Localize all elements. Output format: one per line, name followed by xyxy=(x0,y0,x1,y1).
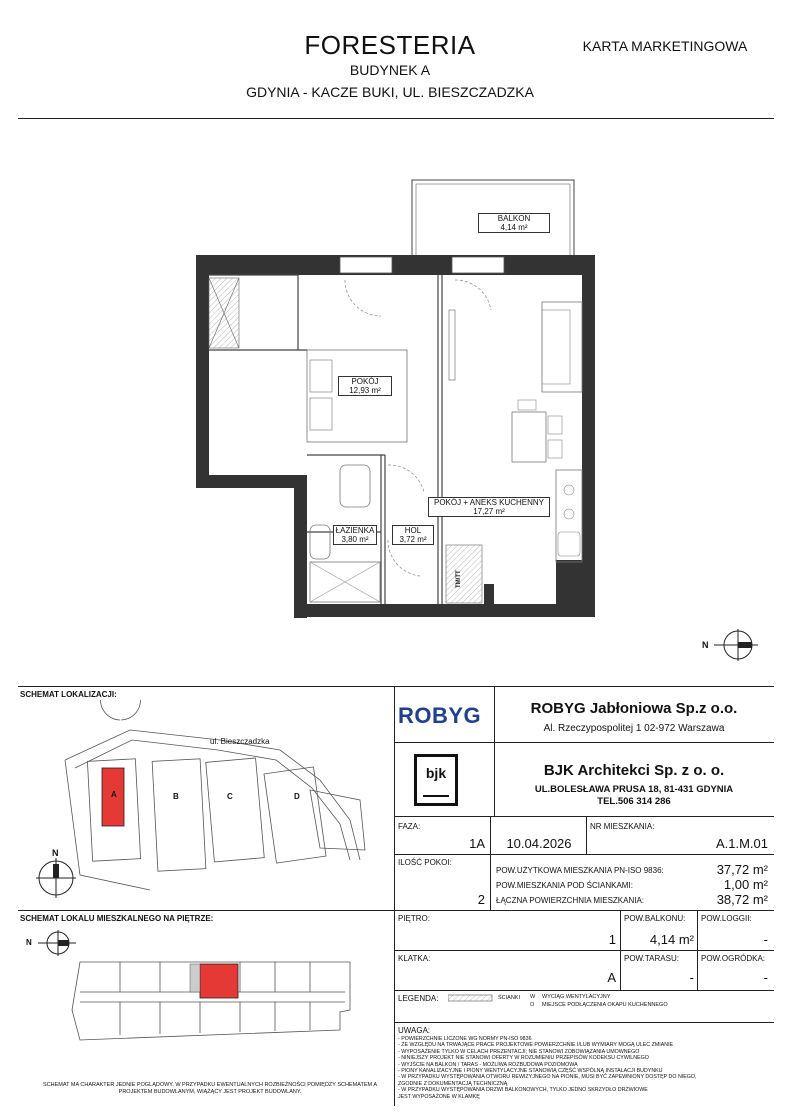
taras-label: POW.TARASU: xyxy=(624,954,679,963)
room-label-pokoj: POKÓJ 12,93 m² xyxy=(338,376,392,396)
building-label-c: C xyxy=(227,792,233,801)
floor-north-label: N xyxy=(26,938,32,947)
architect-address: UL.BOLESŁAWA PRUSA 18, 81-431 GDYNIA xyxy=(534,784,734,795)
location-compass-icon xyxy=(36,858,76,898)
note-line: ZGODNIE Z DOKUMENTACJĄ TECHNICZNĄ xyxy=(398,1080,508,1087)
architect-phone: TEL.506 314 286 xyxy=(597,796,671,807)
balkon-label: POW.BALKONU: xyxy=(624,914,686,923)
ogrodek-value: - xyxy=(763,970,768,985)
notes-label: UWAGA: xyxy=(398,1026,431,1035)
wall-hatch-icon xyxy=(448,994,494,1002)
loggia-value: - xyxy=(763,932,768,947)
legend-vent: WYCIĄG WENTYLACYJNY xyxy=(542,994,611,1000)
bottom-divider xyxy=(18,686,774,687)
note-line: - WYJŚCIE NA BALKON / TARAS - MOŻLIWA ROZBUDOWA POZIOMOWA xyxy=(398,1061,578,1068)
legend-vent-code: W xyxy=(530,994,536,1000)
floor-scheme-map xyxy=(60,950,360,1050)
compass-icon xyxy=(700,628,760,662)
note-line: - ZE WZGLĘDU NA TRWAJĄCE PRACE PROJEKTOWE POWIERZCHNIE I/LUB WYMIARY MOGĄ ULEC ZMIANIE xyxy=(398,1042,674,1049)
bjk-logo-text: bjk xyxy=(425,765,447,781)
apartment-highlight xyxy=(200,964,238,998)
loggia-label: POW.LOGGII: xyxy=(701,914,752,923)
bjk-logo xyxy=(414,754,458,806)
street-label: ul. Bieszczadzka xyxy=(210,737,270,746)
note-line: - NINIEJSZY PROJEKT NIE STANOWI OFERTY W ROZUMIENIU PRZEPISÓW KODEKSU CYWILNEGO xyxy=(398,1055,649,1062)
notes-list xyxy=(398,1036,770,1100)
legend-label: LEGENDA: xyxy=(398,994,439,1003)
area3-value: 38,72 m² xyxy=(716,892,768,907)
tmtt-label: TM/TT xyxy=(456,570,462,588)
area2-value: 1,00 m² xyxy=(723,877,768,892)
location-north-label: N xyxy=(52,848,59,858)
project-title: FORESTERIA xyxy=(304,30,476,60)
date-value: 10.04.2026 xyxy=(506,836,572,851)
floor-scheme-footnote: SCHEMAT MA CHARAKTER JEDNIE POGLĄDOWY, W PRZYPADKU EWENTUALNYCH ROZBIEŻNOŚCI POMIĘDZY SCHEMATEM A PROJEKTEM BUDOWLANYM, WIĄŻĄCY JEST PROJEKT BUDOWLANY. xyxy=(42,1082,378,1095)
building-label: BUDYNEK A xyxy=(349,62,431,78)
area3-label: ŁĄCZNA POWIERZCHNIA MIESZKANIA: xyxy=(496,896,645,905)
header-divider xyxy=(18,118,774,119)
legend-window-code: O xyxy=(530,1002,535,1008)
legend-window: MIEJSCE PODŁĄCZENIA OKAPU KUCHENNEGO xyxy=(542,1002,668,1008)
note-line: - W PRZYPADKU WYSTĘPOWANIA OTWORU REWIZYJNEGO NA PIONIE, MUSI BYĆ ZAPEWNIONY DOSTĘP DO NIEGO, xyxy=(398,1074,697,1081)
klatka-label: KLATKA: xyxy=(398,954,431,963)
pietro-label: PIĘTRO: xyxy=(398,914,431,923)
note-line: - WYPOSAŻENIE TYLKO W CELACH PREZENTACJI; NIE STANOWI ZOBOWIĄZANIA UMOWNEGO xyxy=(398,1048,640,1055)
note-line: - W PRZYPADKU WYSTĘPOWANIA DRZWI BALKONOWYCH, TYLKO JEDNO SKRZYDŁO DRZWIOWE xyxy=(398,1087,648,1094)
robyg-logo: ROBYG xyxy=(398,703,482,728)
building-label-a: A xyxy=(111,790,117,799)
building-label-d: D xyxy=(294,792,300,801)
note-line: JEST WYPOSAŻONE W KLAMKĘ xyxy=(398,1093,480,1100)
compass-north-label: N xyxy=(702,640,709,650)
note-line: - PIONY KANALIZACYJNE I PIONY WENTYLACYJNE STANOWIĄ CZĘŚĆ WSPÓLNĄ INSTALACJI BUDYNKU xyxy=(398,1068,663,1075)
card-type: KARTA MARKETINGOWA xyxy=(582,38,748,54)
room-label-balkon: BALKON 4,14 m² xyxy=(478,213,550,233)
project-address: GDYNIA - KACZE BUKI, UL. BIESZCZADZKA xyxy=(246,84,534,100)
area2-label: POW.MIESZKANIA POD ŚCIANKAMI: xyxy=(496,881,633,890)
area1-value: 37,72 m² xyxy=(716,862,768,877)
nr-value: A.1.M.01 xyxy=(715,836,768,851)
room-label-aneks: POKÓJ + ANEKS KUCHENNY 17,27 m² xyxy=(428,497,550,517)
note-line: - POWIERZCHNIE LICZONE WG NORMY PN-ISO 9836 xyxy=(398,1036,532,1042)
balkon-value: 4,14 m² xyxy=(649,932,694,947)
faza-label: FAZA: xyxy=(398,822,421,831)
taras-value: - xyxy=(689,970,694,985)
klatka-value: A xyxy=(607,970,616,985)
architect-name: BJK Architekci Sp. z o. o. xyxy=(543,762,725,779)
building-label-b: B xyxy=(173,792,179,801)
pietro-value: 1 xyxy=(608,932,616,947)
pokoi-value: 2 xyxy=(477,892,485,907)
ogrodek-label: POW.OGRÓDKA: xyxy=(701,954,766,963)
legend-walls: ŚCIANKI xyxy=(498,995,521,1001)
area1-label: POW.UŻYTKOWA MIESZKANIA PN-ISO 9836: xyxy=(496,866,664,875)
room-label-lazienka: ŁAZIENKA 3,80 m² xyxy=(333,525,377,545)
floor-scheme-label: SCHEMAT LOKALU MIESZKALNEGO NA PIĘTRZE: xyxy=(20,914,214,923)
room-label-hol: HOL 3,72 m² xyxy=(392,525,434,545)
faza-value: 1A xyxy=(469,836,485,851)
developer-name: ROBYG Jabłoniowa Sp.z o.o. xyxy=(530,700,738,717)
nr-label: NR MIESZKANIA: xyxy=(590,822,655,831)
exterior-walls xyxy=(196,255,595,618)
pokoi-label: ILOŚĆ POKOI: xyxy=(398,858,452,867)
location-scheme-label: SCHEMAT LOKALIZACJI: xyxy=(20,690,117,699)
floor-plan xyxy=(0,120,792,680)
developer-address: Al. Rzeczypospolitej 1 02-972 Warszawa xyxy=(543,723,725,734)
